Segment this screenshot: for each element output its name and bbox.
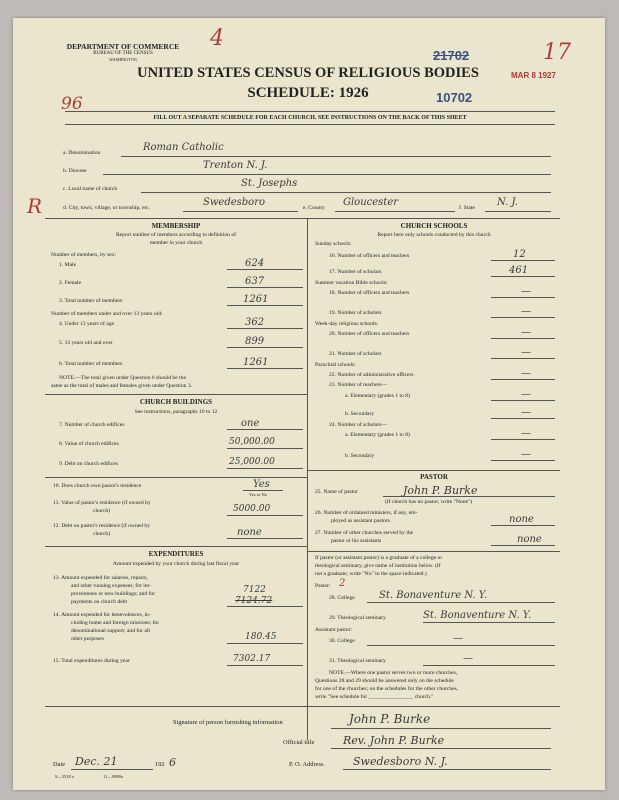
q31-label: 31. Theological seminary [329, 658, 386, 664]
membership-intro-2: member in your church [149, 240, 203, 246]
q24a-line [491, 439, 555, 440]
county-line [335, 211, 455, 212]
q1-value: 624 [245, 258, 265, 269]
city-value: Swedesboro [203, 197, 266, 208]
red-corner-mark: 17 [543, 40, 571, 65]
diocese-label: b. Diocese [63, 168, 87, 174]
q4-label: 4. Under 13 years of age [59, 321, 114, 327]
number-stamp: 10702 [436, 90, 473, 105]
q5-line [227, 347, 303, 348]
q29-label: 29. Theological seminary [329, 615, 386, 621]
pastor-note-4: write "See schedule for ________________ church." [315, 694, 434, 700]
expenditures-heading: EXPENDITURES [148, 550, 204, 558]
summer-label: Summer vacation Bible schools: [315, 280, 388, 286]
q23b-label: b. Secondary [345, 411, 375, 417]
po-address-label: P. O. Address [289, 761, 324, 768]
pastor-note-1: NOTE.—Where one pastor serves two or more churches, [329, 670, 458, 676]
q14-value: 180.45 [245, 632, 277, 642]
denomination-label: a. Denomination [63, 150, 101, 156]
pastor-note-2: Questions 28 and 29 should be answered only on the schedule [315, 678, 454, 684]
date-line [71, 769, 153, 770]
diocese-value: Trenton N. J. [203, 160, 268, 171]
bureau-label: BUREAU OF THE CENSUS [93, 51, 153, 56]
q6-value: 1261 [243, 357, 269, 368]
q4-line [227, 328, 303, 329]
q31-value: — [463, 653, 473, 664]
yes-no-hint: Yes or No [249, 492, 268, 497]
buildings-rule-2 [45, 477, 307, 478]
q7-value: one [241, 418, 260, 429]
q29-value: St. Bonaventure N. Y. [423, 610, 532, 621]
q11-line [227, 515, 303, 516]
q27-line [491, 545, 555, 546]
q25-note: (If church has no pastor, write "None") [385, 499, 473, 505]
schedule-title: SCHEDULE: 1926 [247, 85, 369, 101]
q4-value: 362 [245, 317, 265, 328]
q23b-line [491, 418, 555, 419]
q26-value: none [509, 514, 534, 525]
q23a-line [491, 400, 555, 401]
city-label: WASHINGTON [109, 57, 137, 62]
pastor-sub-label: Pastor: [315, 583, 331, 589]
q6-line [227, 368, 303, 369]
q14-line [227, 643, 303, 644]
q17-label: 17. Number of scholars [329, 269, 382, 275]
q20-line [491, 338, 555, 339]
q14-label-3: denominational support; and for all [71, 628, 150, 634]
signature-value: John P. Burke [349, 712, 431, 726]
q21-label: 21. Number of scholars [329, 351, 382, 357]
official-title-label: Official title [283, 739, 315, 746]
diocese-line [103, 174, 551, 175]
q24b-value: — [521, 449, 531, 460]
grad-info-2: theological seminary, give name of institution below. (If [315, 563, 441, 569]
q26-label-2: ployed as assistant pastors [331, 518, 390, 524]
q19-label: 19. Number of scholars [329, 310, 382, 316]
q8-label: 8. Value of church edifices [59, 441, 119, 447]
q23a-label: a. Elementary (grades 1 to 8) [345, 393, 410, 399]
q5-value: 899 [245, 336, 265, 347]
q28-line [367, 602, 555, 603]
q17-line [491, 276, 555, 277]
date-label: Date [53, 761, 66, 768]
q18-label: 18. Number of officers and teachers [329, 290, 410, 296]
received-date-stamp: MAR 8 1927 [511, 71, 556, 80]
county-label: e. County [303, 205, 325, 211]
q27-value: none [517, 534, 542, 545]
header-rule [65, 111, 555, 112]
weekday-label: Week-day religious schools: [315, 321, 379, 327]
schools-sub: Report here only schools conducted by this church [377, 232, 491, 238]
q17-value: 461 [509, 265, 529, 276]
q28-value: St. Bonaventure N. Y. [379, 590, 488, 601]
q24a-label: a. Elementary (grades 1 to 8) [345, 432, 410, 438]
city-line [183, 211, 298, 212]
grad-info-3: not a graduate, write "No" in the space indicated.) [315, 571, 427, 577]
q24-label: 24. Number of scholars— [329, 422, 388, 428]
q9-line [227, 468, 303, 469]
q9-value: 25,000.00 [229, 457, 275, 467]
q20-label: 20. Number of officers and teachers [329, 331, 410, 337]
q22-label: 22. Number of administrative officers [329, 372, 414, 378]
q15-label: 15. Total expenditures during year [53, 658, 130, 664]
q30-line [367, 645, 555, 646]
q11-label-1: 11. Value of pastor's residence (if owned by [53, 500, 151, 506]
old-number-stamp: 21702 [433, 48, 470, 63]
grad-info-1: If pastor (or assistant pastor) is a graduate of a college or [315, 555, 443, 561]
header-rule-2 [65, 124, 555, 125]
buildings-heading: CHURCH BUILDINGS [139, 398, 213, 406]
sunday-label: Sunday schools: [315, 241, 352, 247]
q7-label: 7. Number of church edifices [59, 422, 125, 428]
q13-label-1: 13. Amount expended for salaries, repairs, [53, 575, 148, 581]
membership-note-2: same as the total of males and females given under Question 3. [51, 383, 193, 389]
q23a-value: — [521, 389, 531, 400]
pastor-heading: PASTOR [420, 473, 448, 481]
by-sex-label: Number of members, by sex: [51, 252, 117, 258]
signature-label: Signature of person furnishing information [173, 719, 283, 726]
state-label: f. State [459, 205, 475, 211]
pastor-red-mark: 2 [339, 578, 346, 589]
q15-line [227, 665, 303, 666]
state-line [485, 211, 551, 212]
q11-value: 5000.00 [233, 504, 271, 514]
q23-label: 23. Number of teachers— [329, 382, 388, 388]
church-name-label: c. Local name of church [63, 186, 118, 192]
q10-label: 10. Does church own pastor's residence [53, 483, 142, 489]
under-over-label: Number of members under and over 13 years old: [51, 311, 163, 317]
city-label: d. City, town, village, or township, etc. [63, 205, 150, 211]
pastor-note-3: for one of the churches; on the schedules for the other churches, [315, 686, 459, 692]
frame-top [45, 218, 560, 219]
po-address-value: Swedesboro N. J. [353, 755, 448, 768]
signature-line [331, 728, 551, 729]
q18-value: — [521, 286, 531, 297]
q2-line [227, 287, 303, 288]
q1-label: 1. Male [59, 262, 77, 268]
q31-line [423, 665, 555, 666]
q26-label-1: 26. Number of ordained ministers, if any, em- [315, 510, 418, 516]
church-name-value: St. Josephs [241, 178, 298, 189]
q24b-label: b. Secondary [345, 453, 375, 459]
q28-label: 28. College [329, 595, 355, 601]
parochial-label: Parochial schools: [315, 362, 356, 368]
q3-value: 1261 [243, 294, 269, 305]
q16-value: 12 [513, 249, 526, 260]
q12-label-2: church) [93, 531, 111, 537]
red-margin-mark: R [27, 194, 43, 218]
q6-label: 6. Total number of members [59, 361, 123, 367]
q11-label-2: church) [93, 508, 111, 514]
expenditures-sub: Amount expended by your church during last fiscal year [112, 561, 240, 567]
q13-value: 7122 [243, 585, 266, 595]
q15-value: 7302.17 [233, 654, 271, 664]
q16-line [491, 260, 555, 261]
q19-value: — [521, 306, 531, 317]
q13-struck-value: 7124.72 [235, 596, 273, 606]
asst-pastor-label: Assistant pastor: [315, 627, 353, 633]
q13-label-3: provements or new buildings; and for [71, 591, 156, 597]
q10-value: Yes [253, 479, 270, 490]
date-year-digit: 6 [169, 756, 176, 769]
q12-line [227, 538, 303, 539]
q18-line [491, 297, 555, 298]
print-number: 11—9088a [103, 774, 123, 779]
form-title: UNITED STATES CENSUS OF RELIGIOUS BODIES [137, 65, 479, 81]
q21-line [491, 358, 555, 359]
red-pencil-mark: 4 [210, 26, 224, 51]
q1-line [227, 269, 303, 270]
form-number: 9—5518 a [55, 774, 74, 779]
q2-value: 637 [245, 276, 265, 287]
q25-label: 25. Name of pastor [315, 489, 358, 495]
q13-label-2: and other running expenses; for im- [71, 583, 152, 589]
schools-heading: CHURCH SCHOOLS [400, 222, 468, 230]
church-name-line [141, 192, 551, 193]
q26-line [491, 525, 555, 526]
county-value: Gloucester [343, 197, 399, 208]
date-value: Dec. 21 [75, 755, 118, 768]
q14-label-1: 14. Amount expended for benevolences, in- [53, 612, 151, 618]
q23b-value: — [521, 407, 531, 418]
q19-line [491, 317, 555, 318]
q30-label: 30. College [329, 638, 355, 644]
po-address-line [343, 769, 551, 770]
q24b-line [491, 460, 555, 461]
q5-label: 5. 13 years old and over [59, 340, 113, 346]
membership-heading: MEMBERSHIP [151, 222, 201, 230]
q29-line [423, 622, 555, 623]
q25-value: John P. Burke [403, 484, 478, 497]
q13-line [227, 606, 303, 607]
q3-label: 3. Total number of members [59, 298, 123, 304]
membership-intro-1: Report number of members according to definition of [115, 232, 237, 238]
q8-value: 50,000.00 [229, 437, 275, 447]
date-year-prefix: 192 [155, 761, 165, 768]
q21-value: — [521, 347, 531, 358]
q30-value: — [453, 633, 463, 644]
instruction-line: FILL OUT A SEPARATE SCHEDULE FOR EACH CHURCH. SEE INSTRUCTIONS ON THE BACK OF THIS SHEET [153, 115, 467, 121]
department-label: DEPARTMENT OF COMMERCE [66, 42, 180, 51]
q20-value: — [521, 327, 531, 338]
q14-label-2: cluding home and foreign missions; for [71, 620, 160, 626]
q8-line [227, 448, 303, 449]
official-title-value: Rev. John P. Burke [343, 734, 445, 747]
official-title-line [331, 748, 551, 749]
q27-label-1: 27. Number of other churches served by the [315, 530, 414, 536]
buildings-sub: See instructions, paragraphs 10 to 12 [134, 409, 218, 415]
denomination-value: Roman Catholic [143, 142, 224, 153]
pencil-number: 96 [61, 94, 83, 114]
q12-label-1: 12. Debt on pastor's residence (if owned by [53, 523, 151, 529]
expenditures-rule [45, 546, 307, 547]
state-value: N. J. [497, 197, 518, 208]
q13-label-4: payments on church debt [71, 599, 128, 605]
q10-line [243, 490, 283, 491]
pastor-rule-2 [307, 551, 560, 552]
q12-value: none [237, 527, 262, 538]
q24a-value: — [521, 428, 531, 439]
q9-label: 9. Debt on church edifices [59, 461, 118, 467]
frame-bottom [45, 706, 560, 707]
q2-label: 2. Female [59, 280, 82, 286]
q27-label-2: pastor or his assistants [331, 538, 382, 544]
q22-line [491, 379, 555, 380]
q14-label-4: other purposes [71, 636, 104, 642]
census-schedule-sheet [13, 18, 605, 790]
q7-line [227, 429, 303, 430]
q3-line [227, 305, 303, 306]
membership-note-1: NOTE.—The total given under Question 6 should be the [59, 375, 186, 381]
denomination-line [121, 156, 551, 157]
q16-label: 16. Number of officers and teachers [329, 253, 410, 259]
q22-value: — [521, 368, 531, 379]
buildings-rule [45, 394, 307, 395]
pastor-rule [307, 470, 560, 471]
